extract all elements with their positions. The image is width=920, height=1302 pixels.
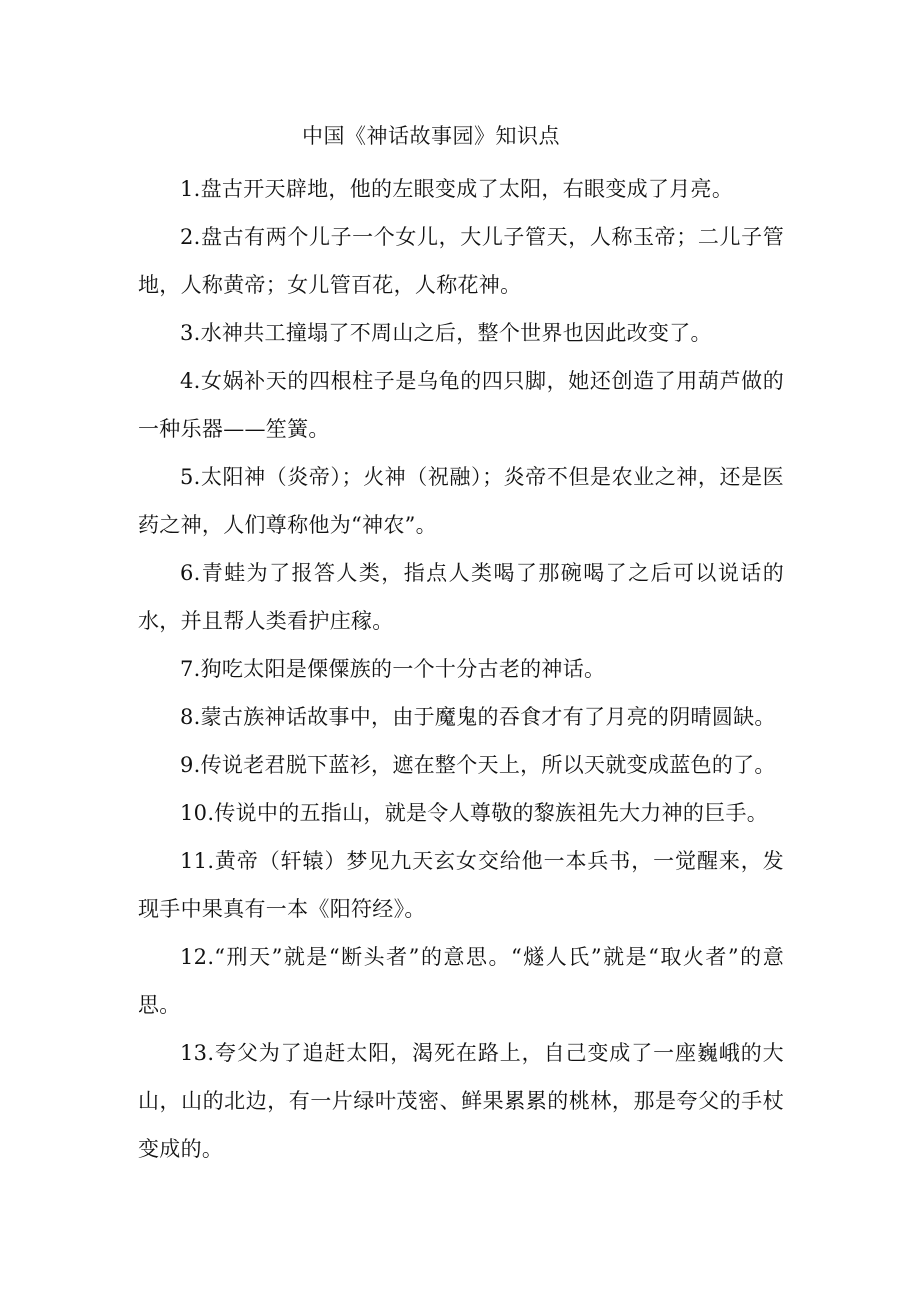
knowledge-point-item: 8.蒙古族神话故事中，由于魔鬼的吞食才有了月亮的阴晴圆缺。 [180, 705, 776, 729]
knowledge-point-list [138, 165, 784, 1173]
knowledge-point-item: 7.狗吃太阳是傈僳族的一个十分古老的神话。 [180, 657, 606, 681]
knowledge-point-item: 5.太阳神（炎帝）；火神（祝融）；炎帝不但是农业之神，还是医药之神，人们尊称他为“神农”。 [138, 465, 784, 537]
knowledge-point-item: 1.盘古开天辟地，他的左眼变成了太阳，右眼变成了月亮。 [180, 177, 734, 201]
document-title: 中国《神话故事园》知识点 [302, 124, 560, 148]
knowledge-point-item: 13.夸父为了追赶太阳，渴死在路上，自己变成了一座巍峨的大山，山的北边，有一片绿叶茂密、鲜果累累的桃林，那是夸父的手杖变成的。 [138, 1041, 784, 1161]
knowledge-point-item: 11.黄帝（轩辕）梦见九天玄女交给他一本兵书，一觉醒来，发现手中果真有一本《阳符经》。 [138, 849, 784, 921]
knowledge-point-item: 6.青蛙为了报答人类，指点人类喝了那碗喝了之后可以说话的水，并且帮人类看护庄稼。 [138, 561, 784, 633]
knowledge-point-item: 12.“刑天”就是“断头者”的意思。“燧人氏”就是“取火者”的意思。 [138, 945, 784, 1017]
knowledge-point-item: 2.盘古有两个儿子一个女儿，大儿子管天，人称玉帝；二儿子管地，人称黄帝；女儿管百花，人称花神。 [138, 225, 784, 297]
knowledge-point-item: 3.水神共工撞塌了不周山之后，整个世界也因此改变了。 [180, 321, 712, 345]
knowledge-point-item: 10.传说中的五指山，就是令人尊敬的黎族祖先大力神的巨手。 [180, 801, 769, 825]
knowledge-point-item: 9.传说老君脱下蓝衫，遮在整个天上，所以天就变成蓝色的了。 [180, 753, 776, 777]
knowledge-point-item: 4.女娲补天的四根柱子是乌龟的四只脚，她还创造了用葫芦做的一种乐器——笙簧。 [138, 369, 784, 441]
